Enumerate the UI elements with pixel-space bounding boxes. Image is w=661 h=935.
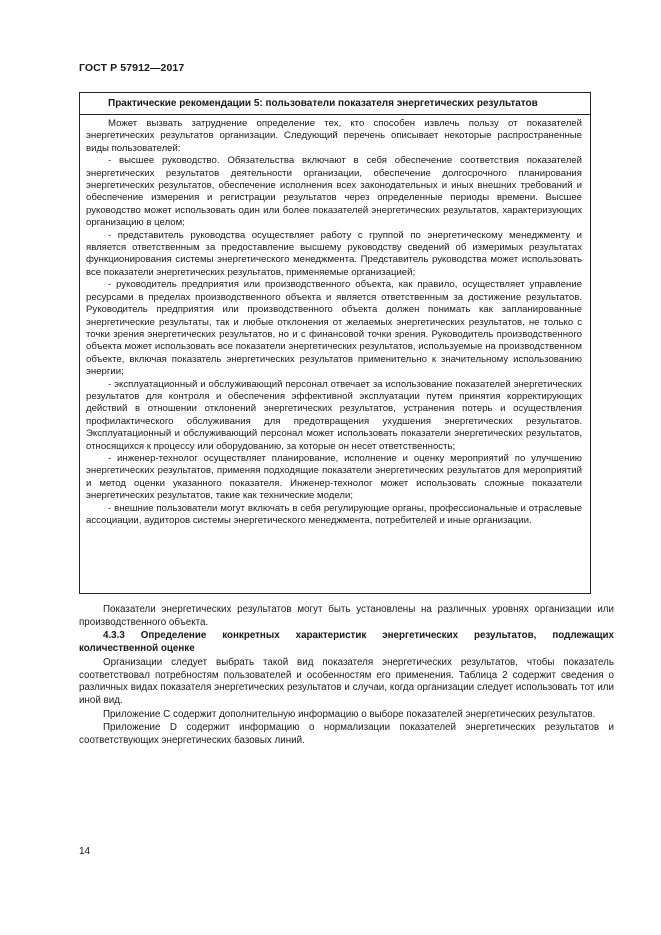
box-title: Практические рекомендации 5: пользователи показателя энергетических результатов <box>80 93 590 115</box>
box-list-item-process-engineer: - инженер-технолог осуществляет планирование, исполнение и оценку мероприятий по улучшению энергетических результатов, применяя подходящие показатели энергетических результатов для мероприятий и метод оценки указанного показателя. Инженер-технолог может использовать сложные показатели энергетических результатов, такие как технические модели; <box>86 452 582 502</box>
page-number: 14 <box>79 846 91 857</box>
box-list-item-management-representative: - представитель руководства осуществляет работу с группой по энергетическому менеджменту и является ответственным за предоставление высшему руководству сведений об измеримых результатах функционирования системы энергетического менеджмента. Представитель руководства может использовать все показатели энергетических результатов, применяемые организацией; <box>86 229 582 278</box>
paragraph-selection: Организации следует выбрать такой вид показателя энергетических результатов, чтобы показатель соответствовал потребностям пользователей и особенностям его применения. Таблица 2 содержит сведения о различных видах показателя энергетических результатов и случаи, когда организации следует использовать тот или иной вид. <box>79 656 614 707</box>
paragraph-levels: Показатели энергетических результатов могут быть установлены на различных уровнях организации или производственного объекта. <box>79 604 614 628</box>
box-list-item-facility-manager: - руководитель предприятия или производственного объекта, как правило, осуществляет управление ресурсами в пределах производственного объекта и является ответственным за достижение результатов. Руководитель предприятия или производственного объекта должен понимать как запланированные энергетические результаты, так и любые отклонения от желаемых энергетических результатов, не только с точки зрения энергетических результатов, но и с финансовой точки зрения. Руководитель производственного объекта может использовать все показатели энергетических результатов, используемые на производственном объекте, включая показатель энергетических результатов применительно к значительному использованию энергии; <box>86 279 582 378</box>
box-list-item-external-users: - внешние пользователи могут включать в себя регулирующие органы, профессиональные и отраслевые ассоциации, аудиторов системы энергетического менеджмента, потребителей и иные организации. <box>86 502 582 526</box>
practical-recommendation-box <box>79 92 591 594</box>
document-header: ГОСТ Р 57912—2017 <box>79 62 185 74</box>
main-text <box>79 604 614 749</box>
box-list-item-top-management: - высшее руководство. Обязательства включают в себя обеспечение соответствия показателей энергетических результатов деятельности организации, обеспечение долгосрочного планирования энергетических результатов, обеспечение исполнения всех законодательных и иных внешних требований и обеспечение измерения и регистрации результатов через определенные периоды времени. Высшее руководство может использовать один или более показателей энергетических результатов, характеризующих организацию в целом; <box>86 155 582 229</box>
paragraph-annex-d: Приложение D содержит информацию о нормализации показателей энергетических результатов и соответствующих энергетических базовых линий. <box>79 722 614 747</box>
box-body <box>80 115 590 527</box>
paragraph-annex-c: Приложение С содержит дополнительную информацию о выборе показателей энергетических результатов. <box>103 708 596 720</box>
section-heading-4-3-3: 4.3.3 Определение конкретных характеристик энергетических результатов, подлежащих количественной оценке <box>79 630 614 655</box>
box-list-item-operations-staff: - эксплуатационный и обслуживающий персонал отвечает за использование показателей энергетических результатов для контроля и обеспечения эффективной эксплуатации путем принятия корректирующих действий в отношении отклонений энергетических результатов, устранения потерь и осуществления профилактического обслуживания для предотвращения ухудшения энергетических результатов. Эксплуатационный и обслуживающий персонал может использовать показатели энергетических результатов, относящихся к процессу или оборудованию, за которые он несет ответственность; <box>86 378 582 452</box>
box-paragraph-intro: Может вызвать затруднение определение тех, кто способен извлечь пользу от показателей энергетических результатов организации. Следующий перечень описывает некоторые распространенные виды пользователей: <box>86 118 582 154</box>
